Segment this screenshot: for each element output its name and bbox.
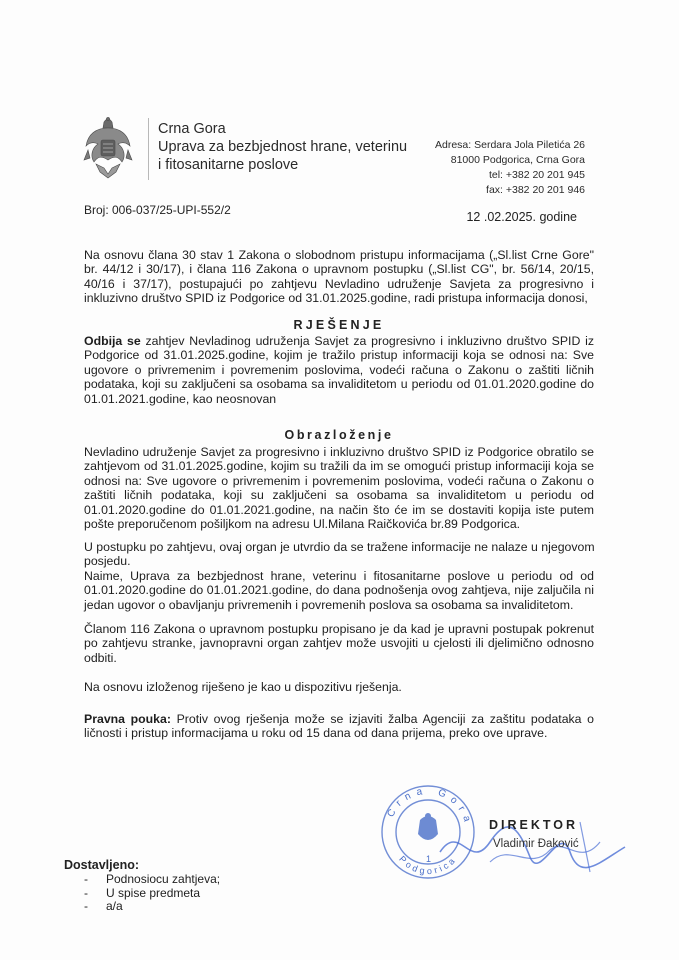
address-city: 81000 Podgorica, Crna Gora — [450, 154, 585, 166]
text-line: zahtjevom od 31.01.2025.godine, kojim su tražili da im se omogući pristup informaciji koja se — [84, 459, 594, 474]
text-line: posjedu. — [84, 554, 131, 569]
delivery-item: - Podnosiocu zahtjeva; — [84, 872, 221, 886]
delivery-item-label: a/a — [106, 899, 123, 913]
org-agency-line1: Uprava za bezbjednost hrane, veterinu — [158, 139, 408, 155]
resenje-line: ugovore o privremenim i povremenim poslovima, vodeći računa o Zakonu o zaštiti ličnih — [84, 362, 594, 377]
resenje-line: zahtjev Nevladinog udruženja Savjet za progresivno i inkluzivno društvo SPID iz — [140, 334, 594, 348]
legal-remedy-line: ličnosti i pristup informacijama u roku od 15 dana od dana prijema, preko ove uprave. — [84, 726, 548, 741]
text-line: Na osnovu izloženog riješeno je kao u dispozitivu rješenja. — [84, 680, 402, 694]
signatory-name: Vladimir Đaković — [493, 838, 579, 850]
svg-text:Podgorica: Podgorica — [397, 853, 459, 877]
resenje-line: 01.01.2021.godine, kao neosnovan — [84, 391, 277, 406]
intro-line: br. 44/12 i 30/17), i člana 116 Zakona o upravnom postupku („Sl.list CG", br. 56/14, 20/15, — [84, 262, 594, 277]
obrazlozenje-paragraph-4 — [84, 622, 594, 665]
text-line: Naime, Uprava za bezbjednost hrane, veterinu i fitosanitarne poslove u periodu od od — [84, 569, 594, 583]
text-line: odbiti. — [84, 650, 117, 665]
resenje-line: podataka, koji su zaključeni sa osobama sa invaliditetom u periodu od 01.01.2020.godine do — [84, 377, 594, 392]
text-line: U postupku po zahtjevu, ovaj organ je utvrdio da se tražene informacije ne nalaze u njegovom — [84, 540, 595, 554]
text-line: 01.01.2020.godine do 01.01.2021.godine, do dana podnošenja ovog zahtjeva, nije zaljučila ni — [84, 583, 594, 598]
text-line: Članom 116 Zakona o upravnom postupku propisano je da kad je upravni postupak pokrenut — [84, 622, 594, 636]
signatory-title: DIREKTOR — [489, 818, 579, 832]
obrazlozenje-heading: Obrazloženje — [284, 428, 394, 442]
obrazlozenje-paragraph-5 — [84, 680, 594, 694]
header-divider — [148, 118, 149, 180]
address-block — [435, 138, 585, 198]
svg-text:1: 1 — [426, 854, 432, 864]
address-street: Adresa: Serdara Jola Piletića 26 — [435, 139, 585, 151]
legal-remedy-line: Protiv ovog rješenja može se izjaviti žalba Agenciji za zaštitu podataka o — [170, 712, 594, 726]
delivery-list — [84, 873, 220, 914]
intro-line: inkluzivno društvo SPID iz Podgorice od 31.01.2025.godine, radi pristupa informacija donosi, — [84, 291, 588, 306]
org-agency-line2: i fitosanitarne poslove — [158, 157, 299, 173]
text-line: 01.01.2020.godine do 01.01.2021.godine, na način što će im se dostaviti kopija iste putem — [84, 502, 594, 517]
document-date: 12 .02.2025. godine — [466, 210, 577, 224]
org-country: Crna Gora — [158, 121, 226, 137]
intro-line: Na osnovu člana 30 stav 1 Zakona o slobodnom pristupu informacijama („Sl.list Crne Gore" — [84, 248, 594, 262]
resenje-heading: RJEŠENJE — [293, 318, 385, 332]
intro-line: 40/16 i 37/17), postupajući po zahtjevu Nevladino udruženje Savjeta za progresivno i — [84, 276, 594, 291]
resenje-lead: Odbija se — [84, 334, 141, 348]
obrazlozenje-paragraph-1 — [84, 445, 594, 531]
reference-number: Broj: 006-037/25-UPI-552/2 — [84, 203, 231, 217]
text-line: odnosi na: Sve ugovore o privremenim i povremenim poslovima, vodeći računa o Zakonu o — [84, 473, 594, 488]
intro-paragraph — [84, 248, 594, 306]
delivery-heading: Dostavljeno: — [64, 858, 140, 872]
text-line: pošte preporučenom pošiljkom na adresu Ul.Milana Raičkovića br.89 Podgorica. — [84, 517, 521, 532]
delivery-item-label: U spise predmeta — [106, 885, 201, 900]
organization-name — [158, 120, 407, 174]
delivery-item: - a/a — [84, 899, 123, 913]
legal-remedy-paragraph — [84, 712, 594, 741]
legal-remedy-label: Pravna pouka: — [84, 712, 171, 726]
svg-text:Crna Gora: Crna Gora — [385, 785, 474, 829]
text-line: jedan ugovor o obavljanju privremenih i povremenih poslova sa osobama sa invaliditetom. — [84, 597, 574, 612]
address-fax: fax: +382 20 201 946 — [486, 184, 585, 196]
obrazlozenje-paragraph-2 — [84, 540, 594, 569]
delivery-item: - U spise predmeta — [84, 885, 201, 900]
resenje-line: Podgorice od 31.01.2025.godine, kojim je tražilo pristup informaciji koja se odnosi na: Sve — [84, 348, 594, 363]
delivery-item-label: Podnosiocu zahtjeva; — [106, 872, 221, 886]
text-line: zaštiti ličnih podataka, koji su zaključeni sa osobama sa invaliditetom u periodu od — [84, 488, 594, 503]
resenje-paragraph — [84, 334, 594, 406]
address-tel: tel: +382 20 201 945 — [488, 169, 585, 181]
text-line: po zahtjevu stranke, javnopravni organ zahtjev može usvojiti u cjelosti ili djelimično odnosno — [84, 636, 594, 651]
text-line: Nevladino udruženje Savjet za progresivno i inkluzivno društvo SPID iz Podgorice obratilo se — [84, 445, 594, 459]
obrazlozenje-paragraph-3 — [84, 569, 594, 612]
coat-of-arms-icon — [82, 116, 134, 180]
